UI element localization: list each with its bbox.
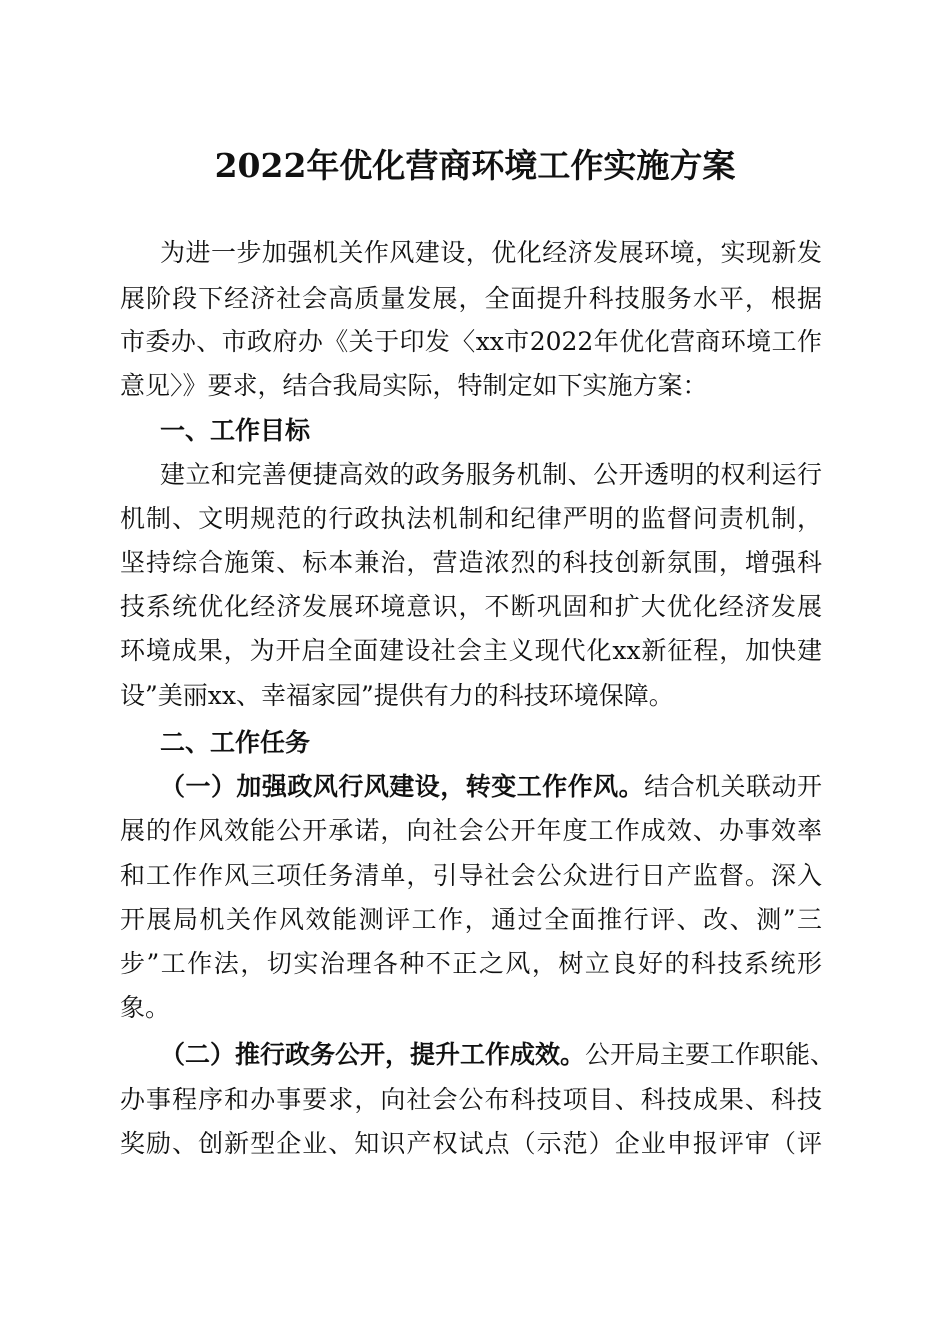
- line-text: 设”美丽xx、幸福家园”提供有力的科技环境保障。: [120, 681, 674, 710]
- paragraph-line: [160, 1040, 836, 1070]
- line-text: 象。: [120, 993, 171, 1022]
- paragraph-line: [120, 592, 822, 622]
- paragraph-line: [120, 284, 822, 314]
- line-text: 步”工作法，切实治理各种不正之风，树立良好的科技系统形: [120, 949, 822, 978]
- section-heading: [160, 416, 822, 446]
- subsection-heading: （一）加强政风行风建设，转变工作作风。: [160, 772, 645, 801]
- section-heading: [160, 728, 822, 758]
- line-text: 和工作作风三项任务清单，引导社会公众进行日产监督。深入: [120, 861, 822, 890]
- line-text: 展阶段下经济社会高质量发展，全面提升科技服务水平，根据: [120, 284, 822, 313]
- line-text: 展的作风效能公开承诺，向社会公开年度工作成效、办事效率: [120, 816, 822, 845]
- paragraph-line: [160, 772, 822, 802]
- paragraph-line: [120, 861, 822, 891]
- line-text: 开展局机关作风效能测评工作，通过全面推行评、改、测”三: [120, 905, 822, 934]
- line-text: 一、工作目标: [160, 416, 311, 445]
- paragraph-line: [120, 816, 822, 846]
- document-title: 2022年优化营商环境工作实施方案: [214, 146, 736, 185]
- subsection-heading: （二）推行政务公开，提升工作成效。: [160, 1040, 586, 1069]
- line-text: 为进一步加强机关作风建设，优化经济发展环境，实现新发: [160, 238, 822, 267]
- paragraph-line: [120, 1085, 822, 1115]
- paragraph-line: [120, 1129, 822, 1159]
- paragraph-line: [120, 681, 822, 711]
- paragraph-line: [120, 949, 822, 979]
- line-text: 意见〉》要求，结合我局实际，特制定如下实施方案：: [120, 371, 708, 400]
- line-text: 环境成果，为开启全面建设社会主义现代化xx新征程，加快建: [120, 636, 822, 665]
- line-text: 坚持综合施策、标本兼治，营造浓烈的科技创新氛围，增强科: [120, 548, 822, 577]
- paragraph-line: [120, 636, 822, 666]
- paragraph-line: [160, 238, 822, 268]
- paragraph-line: [120, 548, 822, 578]
- paragraph-line: [120, 504, 822, 534]
- paragraph-line: [120, 327, 822, 357]
- line-text: 办事程序和办事要求，向社会公布科技项目、科技成果、科技: [120, 1085, 822, 1114]
- line-text: 结合机关联动开: [644, 772, 822, 801]
- line-text: 市委办、市政府办《关于印发〈xx市2022年优化营商环境工作: [120, 327, 822, 356]
- paragraph-line: [120, 905, 822, 935]
- paragraph-line: [120, 993, 822, 1023]
- line-text: 公开局主要工作职能、: [585, 1040, 836, 1069]
- line-text: 奖励、创新型企业、知识产权试点（示范）企业申报评审（评: [120, 1129, 822, 1158]
- line-text: 建立和完善便捷高效的政务服务机制、公开透明的权利运行: [160, 460, 822, 489]
- line-text: 二、工作任务: [160, 728, 311, 757]
- line-text: 机制、文明规范的行政执法机制和纪律严明的监督问责机制，: [120, 504, 822, 533]
- paragraph-line: [160, 460, 822, 490]
- paragraph-line: [120, 371, 822, 401]
- line-text: 技系统优化经济发展环境意识，不断巩固和扩大优化经济发展: [120, 592, 822, 621]
